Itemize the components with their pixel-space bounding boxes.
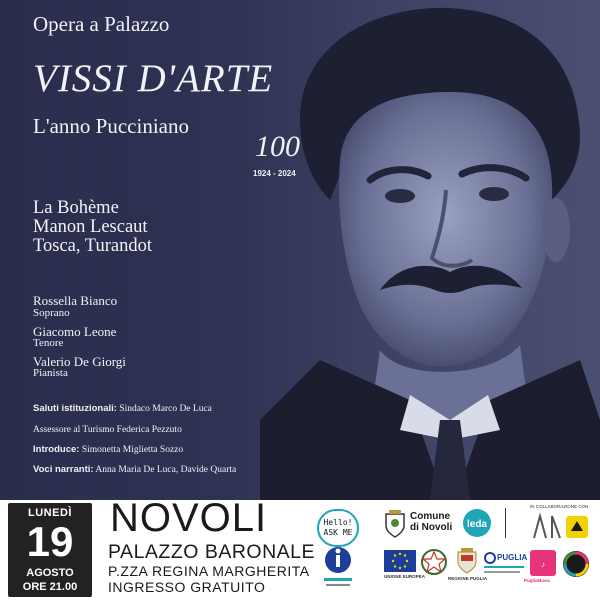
credit-value: Sindaco Marco De Luca — [119, 404, 212, 414]
performer-name: Valerio De Giorgi — [33, 354, 126, 369]
hello-text: Hello! — [323, 518, 353, 527]
event-city: NOVOLI — [110, 496, 268, 540]
credit-label: Introduce: — [33, 444, 80, 455]
event-series: Opera a Palazzo — [33, 12, 170, 36]
svg-text:♪: ♪ — [541, 560, 545, 569]
amadeus-logo — [530, 512, 562, 540]
puglia-music-logo — [530, 550, 556, 576]
puglia-label: PUGLIA — [497, 553, 528, 562]
credit-label: Voci narranti: — [33, 464, 94, 475]
puglia-brand-icon — [484, 552, 496, 564]
performer-role: Tenore — [33, 337, 64, 349]
event-info-bar — [0, 496, 600, 600]
credit-label: Saluti istituzionali: — [33, 403, 117, 414]
opera-item: Manon Lescaut — [33, 217, 148, 237]
event-day: 19 — [26, 518, 74, 565]
event-venue: PALAZZO BARONALE — [108, 541, 316, 563]
comune-line2: di Novoli — [410, 522, 453, 533]
comune-line1: Comune — [410, 511, 450, 522]
opera-item: La Bohème — [33, 198, 119, 218]
leda-logo — [462, 508, 492, 538]
eu-flag-icon — [384, 550, 416, 572]
performer-role: Soprano — [33, 307, 70, 319]
partner-logo — [562, 550, 590, 578]
opera-item: Tosca, Turandot — [33, 236, 152, 256]
performer-role: Pianista — [33, 367, 68, 379]
performer-name: Giacomo Leone — [33, 324, 117, 339]
hello-ask-me-logo — [316, 508, 360, 592]
collaboration-label: IN COLLABORAZIONE CON — [530, 504, 589, 509]
credit-assessor: Assessore al Turismo Federica Pezzuto — [33, 425, 182, 435]
regione-label: REGIONE PUGLIA — [448, 576, 488, 581]
credit-voices — [33, 464, 236, 475]
puglia-music-label: PugliaMusic — [524, 578, 551, 583]
event-subtitle: L'anno Pucciniano — [33, 114, 189, 138]
anniversary-years: 1924 - 2024 — [253, 169, 296, 178]
event-title: VISSI D'ARTE — [33, 57, 274, 100]
sponsor-logo — [566, 516, 588, 538]
eu-label: UNIONE EUROPEA — [384, 574, 426, 579]
event-date-box — [8, 503, 92, 597]
leda-text: leda — [466, 519, 488, 530]
coat-of-arms-icon — [384, 510, 406, 538]
event-time: ORE 21.00 — [22, 581, 78, 593]
composer-portrait — [260, 0, 600, 500]
regione-puglia-icon — [456, 548, 478, 574]
event-address: P.ZZA REGINA MARGHERITA — [108, 563, 310, 579]
ask-me-text: ASK ME — [323, 528, 353, 537]
italy-emblem-icon — [420, 548, 448, 576]
puglia-underline — [484, 566, 524, 568]
event-weekday: LUNEDÌ — [28, 507, 72, 519]
puglia-fineprint — [484, 571, 520, 573]
credit-value: Anna Maria De Luca, Davide Quarta — [95, 465, 237, 475]
credit-value: Simonetta Miglietta Sozzo — [81, 445, 184, 455]
credit-greetings — [33, 403, 212, 414]
event-month: AGOSTO — [26, 567, 74, 579]
credit-intro — [33, 444, 183, 455]
divider — [505, 508, 506, 538]
anniversary-number: 100 — [255, 130, 300, 163]
performer-name: Rossella Bianco — [33, 293, 118, 308]
event-entry: INGRESSO GRATUITO — [108, 579, 266, 595]
